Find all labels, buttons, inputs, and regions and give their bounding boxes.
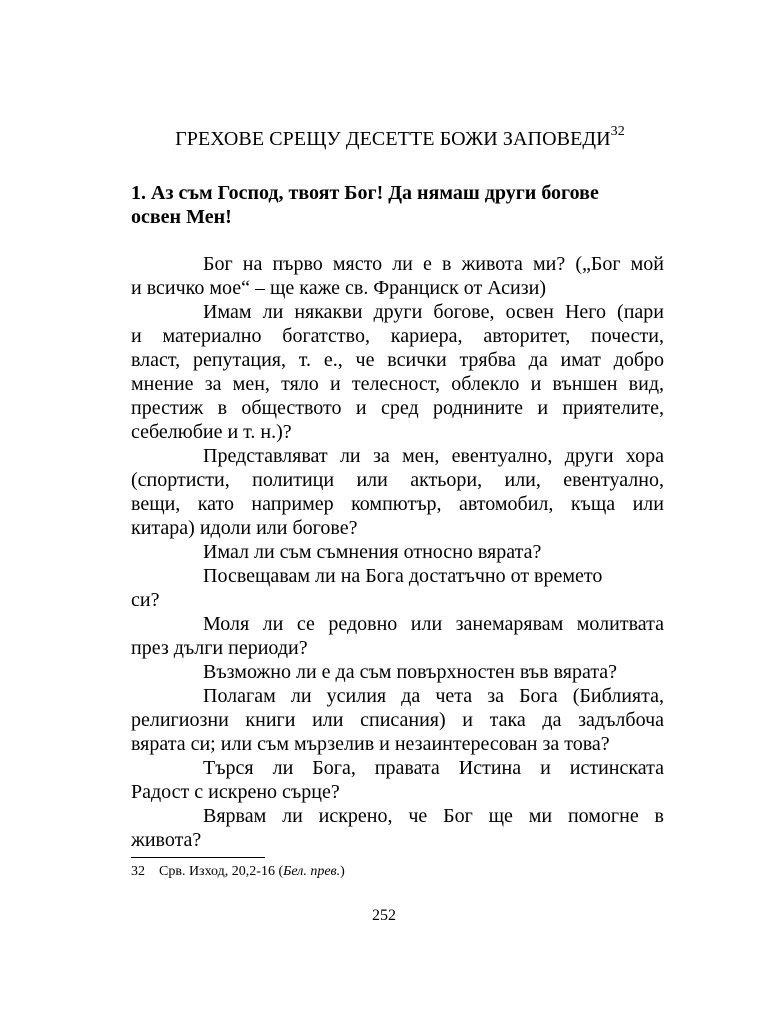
- paragraph-line: Представляват ли за мен, евентуално, други хора: [203, 445, 664, 467]
- paragraph-line: Полагам ли усилия да чета за Бога (Библията,: [203, 685, 664, 707]
- paragraph-line: вярата си; или съм мързелив и незаинтересован за това?: [131, 733, 610, 755]
- body-text: [131, 252, 664, 852]
- paragraph-line: Вярвам ли искрено, че Бог ще ми помогне в: [203, 805, 664, 827]
- section-title: [131, 181, 665, 229]
- paragraph-line: живота?: [131, 829, 202, 851]
- paragraph-line: власт, репутация, т. е., че всички трябва да имат добро: [131, 349, 664, 371]
- footnote-italic-text: Бел. прев.: [283, 864, 341, 879]
- paragraph-line: религиозни книги или списания) и така да задълбоча: [131, 709, 664, 731]
- footnote-close: ): [340, 864, 345, 879]
- paragraph-line: вещи, като например компютър, автомобил, къща или: [131, 493, 664, 515]
- paragraph-line: Радост с искрено сърце?: [131, 781, 340, 803]
- paragraph-line: Възможно ли е да съм повърхностен във вярата?: [203, 661, 618, 683]
- paragraph-line: (спортисти, политици или актьори, или, евентуално,: [131, 469, 664, 491]
- paragraph-line: през дълги периоди?: [131, 637, 308, 659]
- page-heading: [100, 124, 700, 154]
- paragraph-line: Търся ли Бога, правата Истина и истинската: [203, 757, 664, 779]
- paragraph-line: и материално богатство, кариера, авторитет, почести,: [131, 325, 664, 347]
- footnote-text: Срв. Изход, 20,2-16 (: [159, 864, 284, 879]
- paragraph-line: си?: [131, 589, 160, 611]
- heading-text: ГРЕХОВЕ СРЕЩУ ДЕСЕТТЕ БОЖИ ЗАПОВЕДИ: [175, 128, 611, 150]
- paragraph-line: Имам ли някакви други богове, освен Него (пари: [203, 301, 664, 323]
- section-title-line: 1. Аз съм Господ, твоят Бог! Да нямаш други богове: [131, 182, 599, 204]
- paragraph-line: себелюбие и т. н.)?: [131, 421, 292, 443]
- paragraph-line: китара) идоли или богове?: [131, 517, 358, 539]
- heading-footnote-ref[interactable]: 32: [610, 124, 625, 139]
- footnote-number: 32: [131, 864, 145, 879]
- paragraph-line: Бог на първо място ли е в живота ми? („Бог мой: [203, 253, 664, 275]
- paragraph-line: Моля ли се редовно или занемарявам молитвата: [203, 613, 664, 635]
- section-title-line: освен Мен!: [131, 206, 232, 228]
- page-number: 252: [372, 907, 396, 924]
- paragraph-line: престиж в обществото и сред роднините и приятелите,: [131, 397, 664, 419]
- paragraph-line: Имал ли съм съмнения относно вярата?: [203, 541, 542, 563]
- paragraph-line: и всичко мое“ – ще каже св. Франциск от Асизи): [131, 277, 546, 299]
- footnote: [131, 863, 345, 881]
- footnote-separator: [131, 857, 265, 858]
- paragraph-line: мнение за мен, тяло и телесност, облекло и външен вид,: [131, 373, 664, 395]
- paragraph-line: Посвещавам ли на Бога достатъчно от времето: [203, 565, 603, 587]
